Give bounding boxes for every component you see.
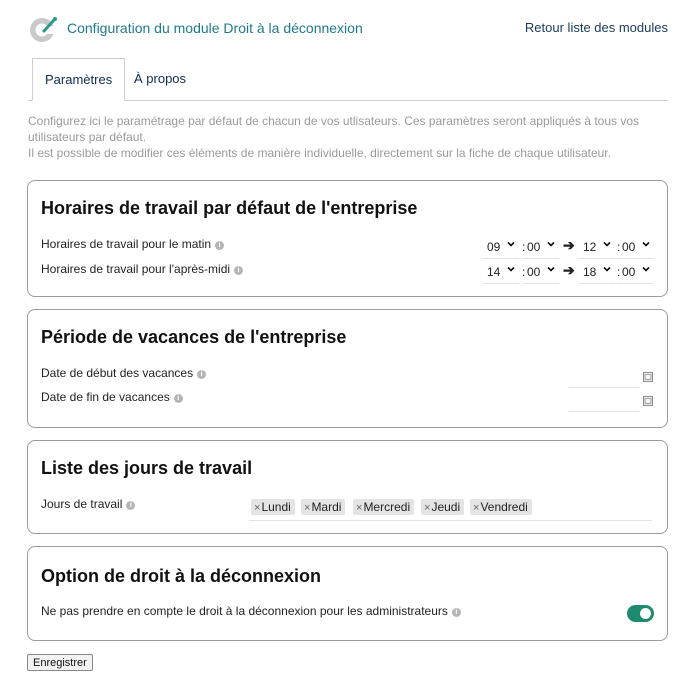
- calendar-icon[interactable]: [643, 396, 653, 406]
- tab-bar: [28, 58, 668, 101]
- time-separator: :: [522, 240, 526, 254]
- morning-start-minute-value: 00: [527, 240, 541, 254]
- vacation-end-label-text: Date de fin de vacances: [41, 390, 170, 404]
- chevron-down-icon: [602, 239, 612, 249]
- morning-end-minute-value: 00: [622, 240, 636, 254]
- tab-parametres[interactable]: Paramètres: [32, 58, 125, 101]
- admin-exempt-label-text: Ne pas prendre en compte le droit à la déconnexion pour les administrateurs: [41, 604, 448, 618]
- tab-a-propos[interactable]: À propos: [134, 71, 187, 86]
- arrow-right-icon: ➔: [563, 237, 575, 253]
- afternoon-end-hour-select[interactable]: [578, 261, 615, 284]
- day-tag-label: Mardi: [311, 500, 342, 514]
- back-to-modules-link[interactable]: Retour liste des modules: [524, 20, 668, 35]
- morning-end-hour-value: 12: [583, 240, 597, 254]
- header: [28, 12, 668, 44]
- vacation-end-label: [41, 390, 183, 404]
- intro-line-1: Configurez ici le paramétrage par défaut de chacun de vos utlisateurs. Ces paramètres seront appliqués à tous vos utilisateurs par défaut.: [28, 114, 640, 144]
- day-tag: [301, 499, 345, 515]
- day-tag: [251, 499, 295, 515]
- afternoon-start-hour-select[interactable]: [482, 261, 519, 284]
- time-separator: :: [617, 265, 621, 279]
- workdays-multiselect[interactable]: [249, 499, 652, 521]
- workdays-label: [41, 497, 135, 511]
- info-icon: i: [234, 266, 243, 275]
- workdays-title: Liste des jours de travail: [41, 458, 253, 478]
- chevron-down-icon: [546, 239, 556, 249]
- arrow-right-icon: ➔: [563, 262, 575, 278]
- morning-end-minute-select[interactable]: [617, 236, 654, 259]
- info-icon: i: [126, 501, 135, 510]
- morning-hours-label: [41, 237, 224, 251]
- vacation-title: Période de vacances de l'entreprise: [41, 327, 347, 347]
- remove-tag-icon[interactable]: ×: [473, 502, 480, 514]
- intro-line-2: Il est possible de modifier ces éléments de manière individuelle, directement sur la fiche de chaque utilisateur.: [28, 146, 611, 160]
- afternoon-start-hour-value: 14: [487, 265, 501, 279]
- toggle-knob: [640, 608, 651, 619]
- remove-tag-icon[interactable]: ×: [254, 502, 261, 514]
- admin-exempt-toggle[interactable]: [627, 605, 654, 622]
- calendar-icon[interactable]: [643, 372, 653, 382]
- day-tag: [470, 499, 532, 515]
- info-icon: i: [215, 241, 224, 250]
- work-hours-card: [27, 180, 668, 297]
- save-button[interactable]: Enregistrer: [27, 654, 93, 671]
- disconnect-title: Option de droit à la déconnexion: [41, 566, 322, 586]
- vacation-end-date-input[interactable]: [569, 391, 639, 412]
- chevron-down-icon: [506, 264, 516, 274]
- morning-hours-label-text: Horaires de travail pour le matin: [41, 237, 212, 251]
- remove-tag-icon[interactable]: ×: [424, 502, 431, 514]
- disconnect-card: [27, 546, 668, 641]
- workdays-label-text: Jours de travail: [41, 497, 123, 511]
- afternoon-end-hour-value: 18: [583, 265, 597, 279]
- afternoon-hours-label: [41, 262, 243, 276]
- morning-start-hour-select[interactable]: [482, 236, 519, 259]
- info-icon: i: [197, 370, 206, 379]
- chevron-down-icon: [641, 239, 651, 249]
- day-tag: [421, 499, 464, 515]
- afternoon-end-minute-value: 00: [622, 265, 636, 279]
- day-tag-label: Lundi: [261, 500, 291, 514]
- morning-start-minute-select[interactable]: [522, 236, 559, 259]
- remove-tag-icon[interactable]: ×: [356, 502, 363, 514]
- morning-start-hour-value: 09: [487, 240, 501, 254]
- chevron-down-icon: [546, 264, 556, 274]
- time-separator: :: [617, 240, 621, 254]
- intro-text: [28, 113, 673, 161]
- day-tag-label: Vendredi: [480, 500, 528, 514]
- admin-exempt-label: [41, 604, 461, 618]
- info-icon: i: [174, 394, 183, 403]
- page-title: Configuration du module Droit à la déconnexion: [67, 20, 363, 36]
- info-icon: i: [452, 608, 461, 617]
- afternoon-start-minute-value: 00: [527, 265, 541, 279]
- workdays-card: [27, 440, 668, 534]
- vacation-card: [27, 309, 668, 428]
- chevron-down-icon: [602, 264, 612, 274]
- chevron-down-icon: [506, 239, 516, 249]
- morning-end-hour-select[interactable]: [578, 236, 615, 259]
- time-separator: :: [522, 265, 526, 279]
- logo-icon: [28, 14, 60, 44]
- day-tag-label: Mercredi: [363, 500, 411, 514]
- work-hours-title: Horaires de travail par défaut de l'entreprise: [41, 198, 418, 218]
- vacation-start-date-input[interactable]: [569, 367, 639, 388]
- day-tag: [353, 499, 414, 515]
- vacation-start-label: [41, 366, 206, 380]
- day-tag-label: Jeudi: [431, 500, 461, 514]
- afternoon-hours-label-text: Horaires de travail pour l'après-midi: [41, 262, 231, 276]
- afternoon-start-minute-select[interactable]: [522, 261, 559, 284]
- remove-tag-icon[interactable]: ×: [304, 502, 311, 514]
- chevron-down-icon: [641, 264, 651, 274]
- vacation-start-label-text: Date de début des vacances: [41, 366, 194, 380]
- afternoon-end-minute-select[interactable]: [617, 261, 654, 284]
